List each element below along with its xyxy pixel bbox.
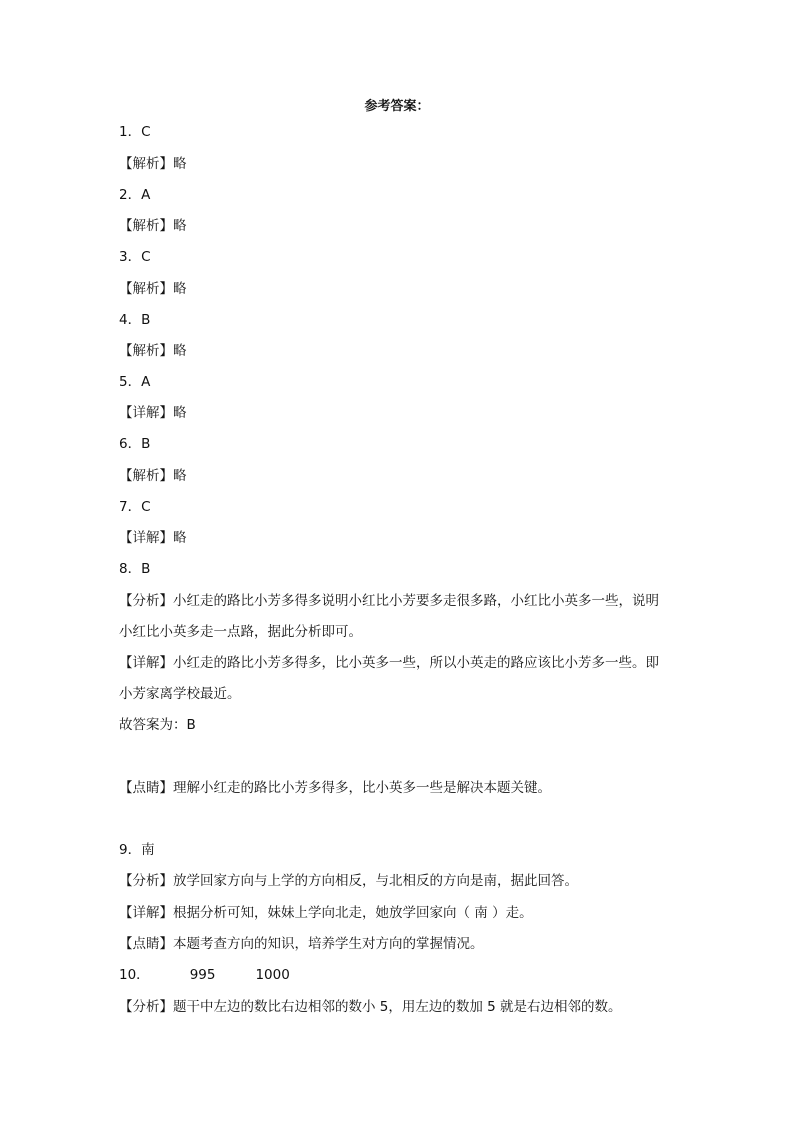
comment-tag: 【点睛】	[119, 780, 173, 796]
answer-10	[119, 965, 689, 985]
note-tag: 【解析】	[119, 218, 173, 234]
answer-6: 6．B	[119, 436, 151, 452]
note-5	[119, 403, 689, 423]
analysis-text: 放学回家方向与上学的方向相反，与北相反的方向是南，据此回答。	[173, 873, 578, 889]
comment-text: 本题考查方向的知识，培养学生对方向的掌握情况。	[173, 936, 484, 952]
q9-detail	[119, 903, 689, 923]
q8-comment	[119, 778, 689, 798]
note-4	[119, 341, 689, 361]
note-2	[119, 216, 689, 236]
note-7	[119, 528, 689, 548]
q8-answer: 故答案为：B	[119, 717, 196, 733]
note-tag: 【解析】	[119, 156, 173, 172]
detail-tag: 【详解】	[119, 655, 173, 671]
note-text: 略	[173, 405, 187, 421]
analysis-text: 题干中左边的数比右边相邻的数小 5，用左边的数加 5 就是右边相邻的数。	[173, 999, 622, 1015]
page-title: 参考答案：	[364, 99, 430, 114]
answer-10-num: 10．	[119, 967, 150, 983]
note-tag: 【解析】	[119, 281, 173, 297]
q8-detail	[119, 653, 689, 673]
answer-5: 5．A	[119, 374, 151, 390]
detail-text: 小红走的路比小芳多得多，比小英多一些，所以小英走的路应该比小芳多一些。即	[173, 655, 659, 671]
answer-9: 9．南	[119, 842, 155, 858]
note-text: 略	[173, 343, 187, 359]
note-tag: 【详解】	[119, 530, 173, 546]
q10-analysis	[119, 997, 689, 1017]
note-1	[119, 154, 689, 174]
answer-10-value-2: 1000	[255, 967, 290, 983]
answer-2: 2．A	[119, 187, 151, 203]
note-tag: 【解析】	[119, 343, 173, 359]
note-tag: 【解析】	[119, 468, 173, 484]
detail-text: 根据分析可知，妹妹上学向北走，她放学回家向（ 南 ）走。	[173, 905, 533, 921]
q8-analysis	[119, 591, 689, 611]
note-3	[119, 279, 689, 299]
answer-4: 4．B	[119, 312, 151, 328]
answer-7: 7．C	[119, 499, 151, 515]
note-text: 略	[173, 218, 187, 234]
detail-tag: 【详解】	[119, 905, 173, 921]
note-text: 略	[173, 468, 187, 484]
analysis-text: 小红走的路比小芳多得多说明小红比小芳要多走很多路，小红比小英多一些，说明	[173, 593, 659, 609]
comment-text: 理解小红走的路比小芳多得多，比小英多一些是解决本题关键。	[173, 780, 551, 796]
note-text: 略	[173, 281, 187, 297]
q8-analysis-cont: 小红比小英多走一点路，据此分析即可。	[119, 624, 362, 640]
answer-10-value-1: 995	[189, 967, 216, 983]
answer-8: 8．B	[119, 561, 151, 577]
q9-analysis	[119, 871, 689, 891]
analysis-tag: 【分析】	[119, 593, 173, 609]
note-text: 略	[173, 530, 187, 546]
note-tag: 【详解】	[119, 405, 173, 421]
note-text: 略	[173, 156, 187, 172]
answer-3: 3．C	[119, 249, 151, 265]
q8-detail-cont: 小芳家离学校最近。	[119, 686, 241, 702]
analysis-tag: 【分析】	[119, 999, 173, 1015]
comment-tag: 【点睛】	[119, 936, 173, 952]
answer-1: 1．C	[119, 124, 151, 140]
analysis-tag: 【分析】	[119, 873, 173, 889]
q9-comment	[119, 934, 689, 954]
note-6	[119, 466, 689, 486]
